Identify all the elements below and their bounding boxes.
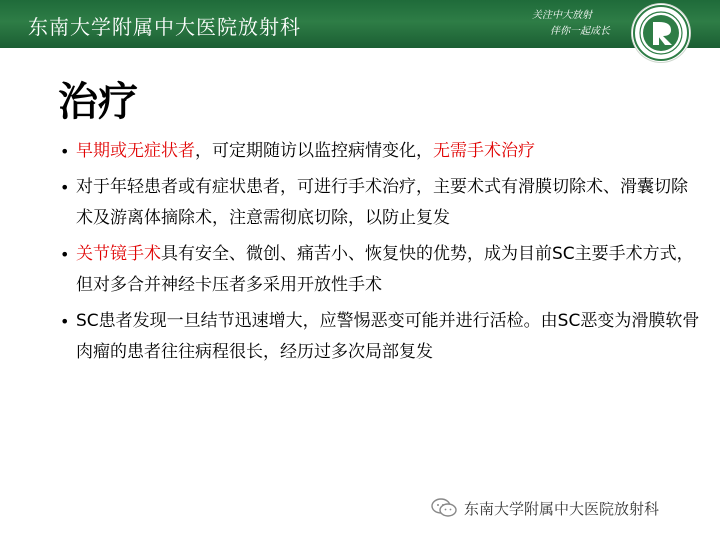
slogan-line-2: 伴你一起成长 [550,26,610,37]
bullet-text: SC患者发现一旦结节迅速增大，应警惕恶变可能并进行活检。由SC恶变为滑膜软骨肉瘤的患者往往病程很长，经历过多次局部复发 [76,311,700,362]
bullet-item [60,239,700,301]
highlighted-text: 早期或无症状者 [76,141,195,161]
bullet-text: 具有安全、微创、痛苦小、恢复快的优势，成为目前SC主要手术方式，但对多合并神经卡压者多采用开放性手术 [76,244,694,295]
bullet-item [60,172,700,234]
bullet-list [60,136,700,373]
highlighted-text: 无需手术治疗 [433,141,535,161]
slogan [532,8,610,40]
slide-title: 治疗 [58,79,138,125]
watermark-text: 东南大学附属中大医院放射科 [464,499,660,518]
bullet-item [60,306,700,368]
bullet-text: 对于年轻患者或有症状患者，可进行手术治疗，主要术式有滑膜切除术、滑囊切除术及游离体摘除术，注意需彻底切除，以防止复发 [76,177,688,228]
bullet-item [60,136,700,167]
slogan-line-1: 关注中大放射 [532,10,592,21]
wechat-icon [430,497,458,519]
header-bar [0,0,720,48]
watermark [430,496,659,520]
hospital-logo-icon [632,4,690,62]
institution-name: 东南大学附属中大医院放射科 [28,15,301,39]
bullet-text: ，可定期随访以监控病情变化， [195,141,433,161]
highlighted-text: 关节镜手术 [76,244,161,264]
